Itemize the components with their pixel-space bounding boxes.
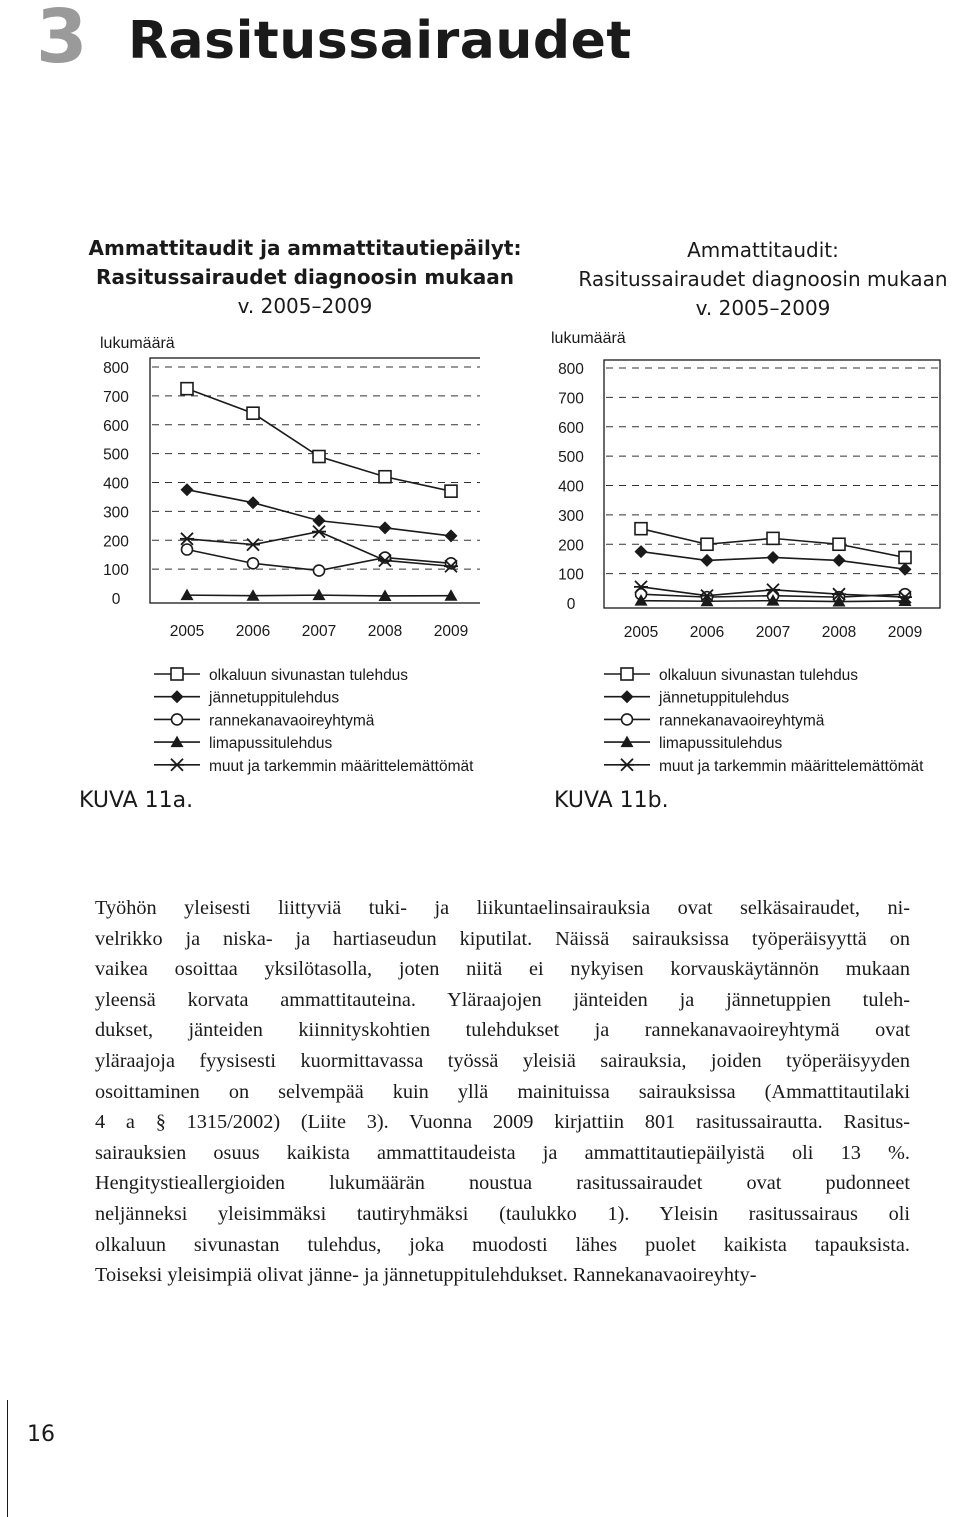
- chart-b-data-point: [833, 554, 846, 567]
- body-paragraph: [95, 893, 910, 1291]
- chart-b-legend-marker-4: [620, 759, 634, 771]
- chart-b-legend-marker-2: [622, 714, 633, 725]
- body-line: osoittaminen on selvempää kuin yllä mainituissa sairauksissa (Ammattitautilaki: [95, 1080, 910, 1103]
- chart-b-y-tick-label: 700: [558, 390, 584, 408]
- figure-caption-b: KUVA 11b.: [554, 788, 669, 813]
- chart-a-y-tick-label: 0: [111, 591, 121, 608]
- chart-b-legend-entry-2: rannekanavaoireyhtymä: [659, 712, 825, 730]
- page-margin-rule: [7, 1400, 8, 1517]
- chart-b-x-tick-label: 2006: [689, 624, 725, 641]
- chart-a-x-tick-label: 2005: [169, 623, 205, 640]
- chart-a-x-tick-label: 2009: [433, 623, 469, 640]
- chart-b-y-tick-label: 400: [558, 478, 584, 496]
- chart-a-title-line-1: Ammattitaudit ja ammattitautiepäilyt:: [88, 236, 522, 260]
- chart-a-legend-entry-4: muut ja tarkemmin määrittelemättömät: [209, 757, 474, 775]
- body-line: yleensä korvata ammattitauteina. Yläraajojen jänteiden ja jännetuppien tuleh-: [95, 988, 910, 1011]
- chart-b-y-axis-label: lukumäärä: [551, 330, 626, 347]
- chart-b-data-point: [767, 551, 780, 564]
- chart-a-y-axis-label: lukumäärä: [100, 335, 175, 352]
- chart-b-y-tick-label: 500: [558, 449, 584, 467]
- chart-b-data-point: [635, 523, 647, 535]
- chart-a-y-tick-label: 500: [103, 446, 129, 464]
- chart-b-y-tick-label: 600: [558, 419, 584, 437]
- chart-b-data-point: [701, 554, 714, 567]
- body-line: dukset, jänteiden kiinnityskohtien tulehdukset ja rannekanavaoireyhtymä ovat: [95, 1019, 910, 1042]
- chart-b-y-tick-label: 100: [558, 566, 584, 584]
- chart-a-title-line-3: v. 2005–2009: [237, 294, 373, 318]
- chart-b-y-tick-label: 0: [566, 596, 576, 613]
- chart-a-y-tick-label: 700: [103, 388, 129, 406]
- body-line: 4 a § 1315/2002) (Liite 3). Vuonna 2009 kirjattiin 801 rasitussairautta. Rasitus-: [95, 1111, 910, 1134]
- body-line: Toiseksi yleisimpiä olivat jänne- ja jännetuppitulehdukset. Rannekanavaoireyhty-: [95, 1264, 757, 1287]
- chart-a-x-tick-label: 2007: [301, 623, 337, 640]
- chart-b-data-point: [701, 538, 713, 550]
- chart-a-y-tick-label: 600: [103, 417, 129, 435]
- body-line: yläraajoja fyysisesti kuormittavassa työssä yleisiä sairauksia, joiden työperäisyyden: [95, 1049, 910, 1072]
- chart-b-line-chart: [0, 320, 960, 780]
- chart-b-legend-entry-0: olkaluun sivunastan tulehdus: [659, 667, 859, 684]
- chart-b-data-point: [767, 532, 779, 544]
- chart-b-data-point: [635, 545, 648, 558]
- chart-a-legend-entry-1: jännetuppitulehdus: [209, 689, 340, 707]
- chart-a-y-tick-label: 400: [103, 475, 129, 493]
- figure-caption-a: KUVA 11a.: [79, 788, 194, 813]
- chart-b-legend-entry-1: jännetuppitulehdus: [659, 689, 790, 707]
- chart-a-y-tick-label: 200: [103, 533, 129, 551]
- body-line: neljänneksi yleisimmäksi tautiryhmäksi (taulukko 1). Yleisin rasitussairaus oli: [95, 1202, 910, 1225]
- body-line: vaikea osoittaa yksilötasolla, joten niitä ei nykyisen korvauskäytännön mukaan: [95, 958, 910, 981]
- body-line: velrikko ja niska- ja hartiaseudun kiputilat. Näissä sairauksissa työperäisyyttä on: [95, 927, 910, 950]
- body-line: sairauksien osuus kaikista ammattitaudeista ja ammattitautiepäilyistä oli 13 %.: [95, 1141, 910, 1164]
- chart-a-legend-entry-0: olkaluun sivunastan tulehdus: [209, 667, 409, 684]
- chart-b-legend-marker-1: [621, 690, 634, 703]
- chart-a-title-line-2: Rasitussairaudet diagnoosin mukaan: [96, 265, 514, 289]
- body-line: Hengitystieallergioiden lukumäärän noustua rasitussairaudet ovat pudonneet: [95, 1172, 910, 1195]
- body-line: Työhön yleisesti liittyviä tuki- ja liikuntaelinsairauksia ovat selkäsairaudet, ni-: [95, 897, 910, 919]
- chart-b-legend-entry-4: muut ja tarkemmin määrittelemättömät: [659, 757, 924, 775]
- chart-b-x-tick-label: 2008: [821, 624, 857, 641]
- chart-b-title-line-1: Ammattitaudit:: [687, 238, 839, 262]
- chart-b-data-point: [833, 538, 845, 550]
- chart-a-x-tick-label: 2006: [235, 623, 271, 640]
- chart-a-y-tick-label: 800: [103, 360, 129, 377]
- chapter-title: Rasitussairaudet: [128, 11, 632, 71]
- chart-b-title-line-2: Rasitussairaudet diagnoosin mukaan: [578, 267, 948, 291]
- chart-b-y-tick-label: 300: [558, 507, 584, 525]
- chart-a-title: [60, 234, 550, 321]
- page-number: 16: [27, 1422, 55, 1447]
- chart-b-x-tick-label: 2007: [755, 624, 791, 641]
- chart-a-legend-entry-2: rannekanavaoireyhtymä: [209, 712, 375, 730]
- chart-a-legend-entry-3: limapussitulehdus: [209, 735, 333, 753]
- chart-b-title: [540, 236, 960, 323]
- chart-b-legend-entry-3: limapussitulehdus: [659, 735, 783, 753]
- chart-a-x-tick-label: 2008: [367, 623, 403, 640]
- chart-b-y-tick-label: 200: [558, 537, 584, 555]
- chapter-number: 3: [36, 0, 88, 80]
- chart-a-y-tick-label: 100: [103, 562, 129, 580]
- chart-b-y-tick-label: 800: [558, 361, 584, 378]
- chart-a-y-tick-label: 300: [103, 504, 129, 522]
- chart-b-legend-marker-0: [621, 668, 633, 680]
- chart-b-data-point: [899, 551, 911, 563]
- body-line: olkaluun sivunastan tulehdus, joka muodosti lähes puolet kaikista tapauksista.: [95, 1233, 910, 1256]
- chart-b-x-tick-label: 2009: [887, 624, 923, 641]
- chart-b-x-tick-label: 2005: [623, 624, 659, 641]
- chart-b-plot-frame: [604, 360, 940, 608]
- chart-b-title-line-3: v. 2005–2009: [695, 296, 831, 320]
